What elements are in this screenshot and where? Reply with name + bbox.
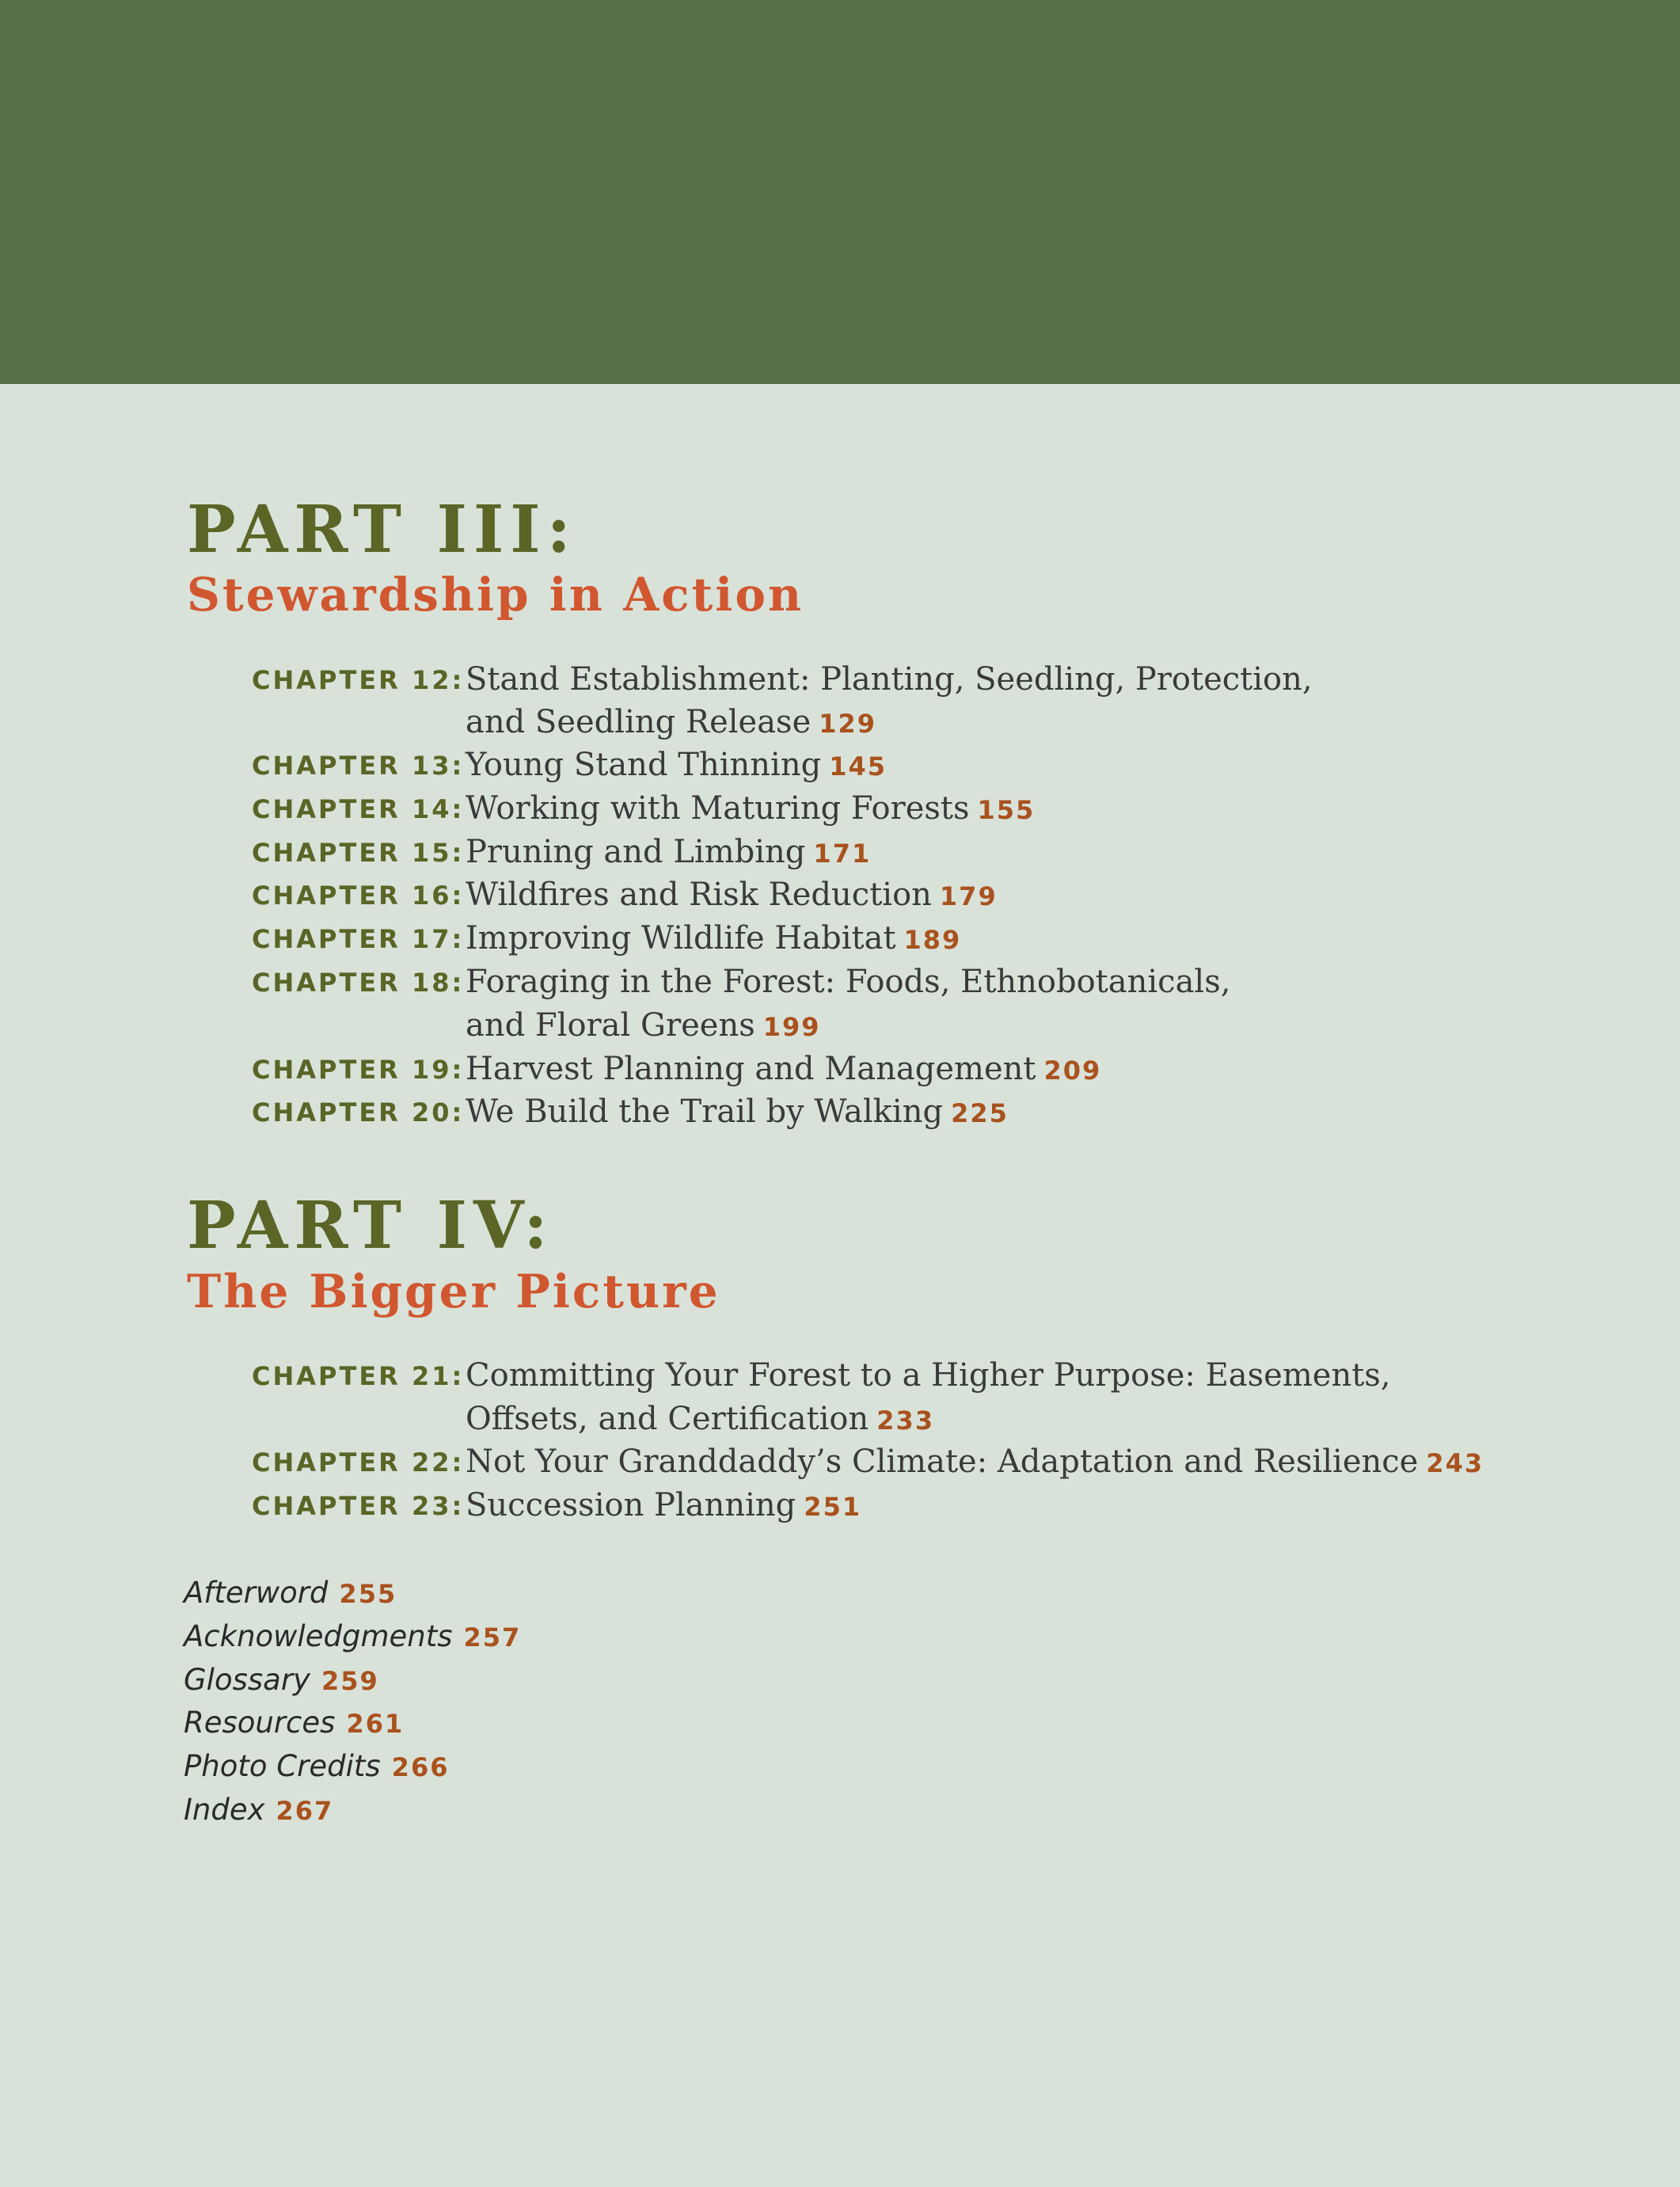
chapter-title-text[interactable]: Working with Maturing Forests [466,790,970,827]
chapter-label: CHAPTER 17: [252,924,465,954]
chapter-title-text[interactable]: Not Your Granddaddy’s Climate: Adaptation and Resilience [466,1443,1419,1480]
chapter-title-text[interactable]: Young Stand Thinning [466,747,822,783]
back-matter-label[interactable]: Glossary [184,1663,310,1697]
chapter-title-text[interactable]: Improving Wildlife Habitat [466,920,896,957]
chapter-page-number[interactable]: 209 [1043,1055,1102,1086]
back-matter-item[interactable] [184,1576,397,1610]
chapter-title-line[interactable] [466,706,876,738]
chapter-title-line[interactable] [466,1489,861,1521]
chapter-page-number[interactable]: 155 [977,795,1036,825]
chapter-page-number[interactable]: 129 [819,709,877,739]
back-matter-page-number[interactable]: 259 [321,1666,379,1696]
chapter-title-line[interactable] [466,790,1036,827]
chapter-title-text[interactable]: Pruning and Limbing [466,834,806,870]
back-matter-label[interactable]: Photo Credits [184,1749,381,1783]
chapter-label: CHAPTER 20: [252,1097,465,1128]
chapter-title-text[interactable]: and Seedling Release [466,704,811,740]
chapter-label: CHAPTER 18: [252,968,465,998]
back-matter-item[interactable] [184,1749,450,1783]
part-subtitle: The Bigger Picture [187,1265,720,1318]
chapter-page-number[interactable]: 243 [1426,1448,1484,1478]
back-matter-item[interactable] [184,1706,405,1740]
chapter-title-line[interactable] [466,1443,1484,1480]
chapter-label: CHAPTER 14: [252,794,465,824]
back-matter-item[interactable] [184,1793,334,1827]
back-matter-label[interactable]: Index [184,1793,265,1827]
chapter-title-text[interactable]: We Build the Trail by Walking [466,1094,944,1130]
chapter-title-text[interactable]: Wildfires and Risk Reduction [466,877,932,913]
chapter-label: CHAPTER 16: [252,881,465,911]
chapter-title-line[interactable] [466,1403,934,1435]
chapter-title-text[interactable]: and Floral Greens [466,1007,755,1044]
chapter-label: CHAPTER 23: [252,1491,465,1521]
back-matter-page-number[interactable]: 261 [346,1709,405,1739]
chapter-label: CHAPTER 15: [252,838,465,868]
chapter-title-text[interactable]: Harvest Planning and Management [466,1051,1036,1087]
chapter-title-line[interactable] [466,1053,1101,1085]
back-matter-label[interactable]: Resources [184,1706,336,1740]
chapter-page-number[interactable]: 233 [876,1405,935,1436]
chapter-page-number[interactable]: 199 [762,1012,821,1042]
back-matter-label[interactable]: Acknowledgments [184,1619,453,1653]
chapter-title-line[interactable] [466,749,887,781]
chapter-title-line[interactable] [466,661,1313,698]
chapter-title-text[interactable]: Offsets, and Certification [466,1401,869,1437]
chapter-page-number[interactable]: 171 [813,839,872,869]
chapter-label: CHAPTER 22: [252,1447,465,1478]
chapter-title-line[interactable] [466,1357,1391,1394]
chapter-title-line[interactable] [466,879,998,911]
chapter-title-line[interactable] [466,966,1230,998]
chapter-title-text[interactable]: Committing Your Forest to a Higher Purpose: Easements, [466,1357,1391,1394]
chapter-label: CHAPTER 13: [252,751,465,781]
chapter-page-number[interactable]: 189 [903,925,962,955]
part-subtitle: Stewardship in Action [187,568,804,622]
chapter-label: CHAPTER 19: [252,1055,465,1085]
back-matter-label[interactable]: Afterword [184,1576,329,1610]
back-matter-item[interactable] [184,1619,522,1653]
chapter-title-line[interactable] [466,1007,821,1044]
part-title: PART IV: [187,1188,554,1264]
back-matter-page-number[interactable]: 257 [463,1622,522,1653]
chapter-page-number[interactable]: 225 [951,1098,1009,1128]
chapter-title-text[interactable]: Stand Establishment: Planting, Seedling, Protection, [466,661,1313,698]
chapter-title-line[interactable] [466,1096,1009,1128]
back-matter-page-number[interactable]: 266 [391,1752,450,1782]
back-matter-page-number[interactable]: 255 [339,1579,397,1609]
back-matter-page-number[interactable]: 267 [276,1796,334,1826]
chapter-page-number[interactable]: 251 [804,1492,862,1522]
chapter-label: CHAPTER 21: [252,1361,465,1391]
chapter-page-number[interactable]: 179 [939,881,998,911]
back-matter-item[interactable] [184,1663,379,1697]
chapter-title-text[interactable]: Succession Planning [466,1487,796,1523]
chapter-title-text[interactable]: Foraging in the Forest: Foods, Ethnobotanicals, [466,964,1231,1000]
chapter-title-line[interactable] [466,836,871,868]
chapter-page-number[interactable]: 145 [829,751,887,782]
part-title: PART III: [187,492,577,568]
chapter-label: CHAPTER 12: [252,665,465,695]
chapter-title-line[interactable] [466,920,962,957]
